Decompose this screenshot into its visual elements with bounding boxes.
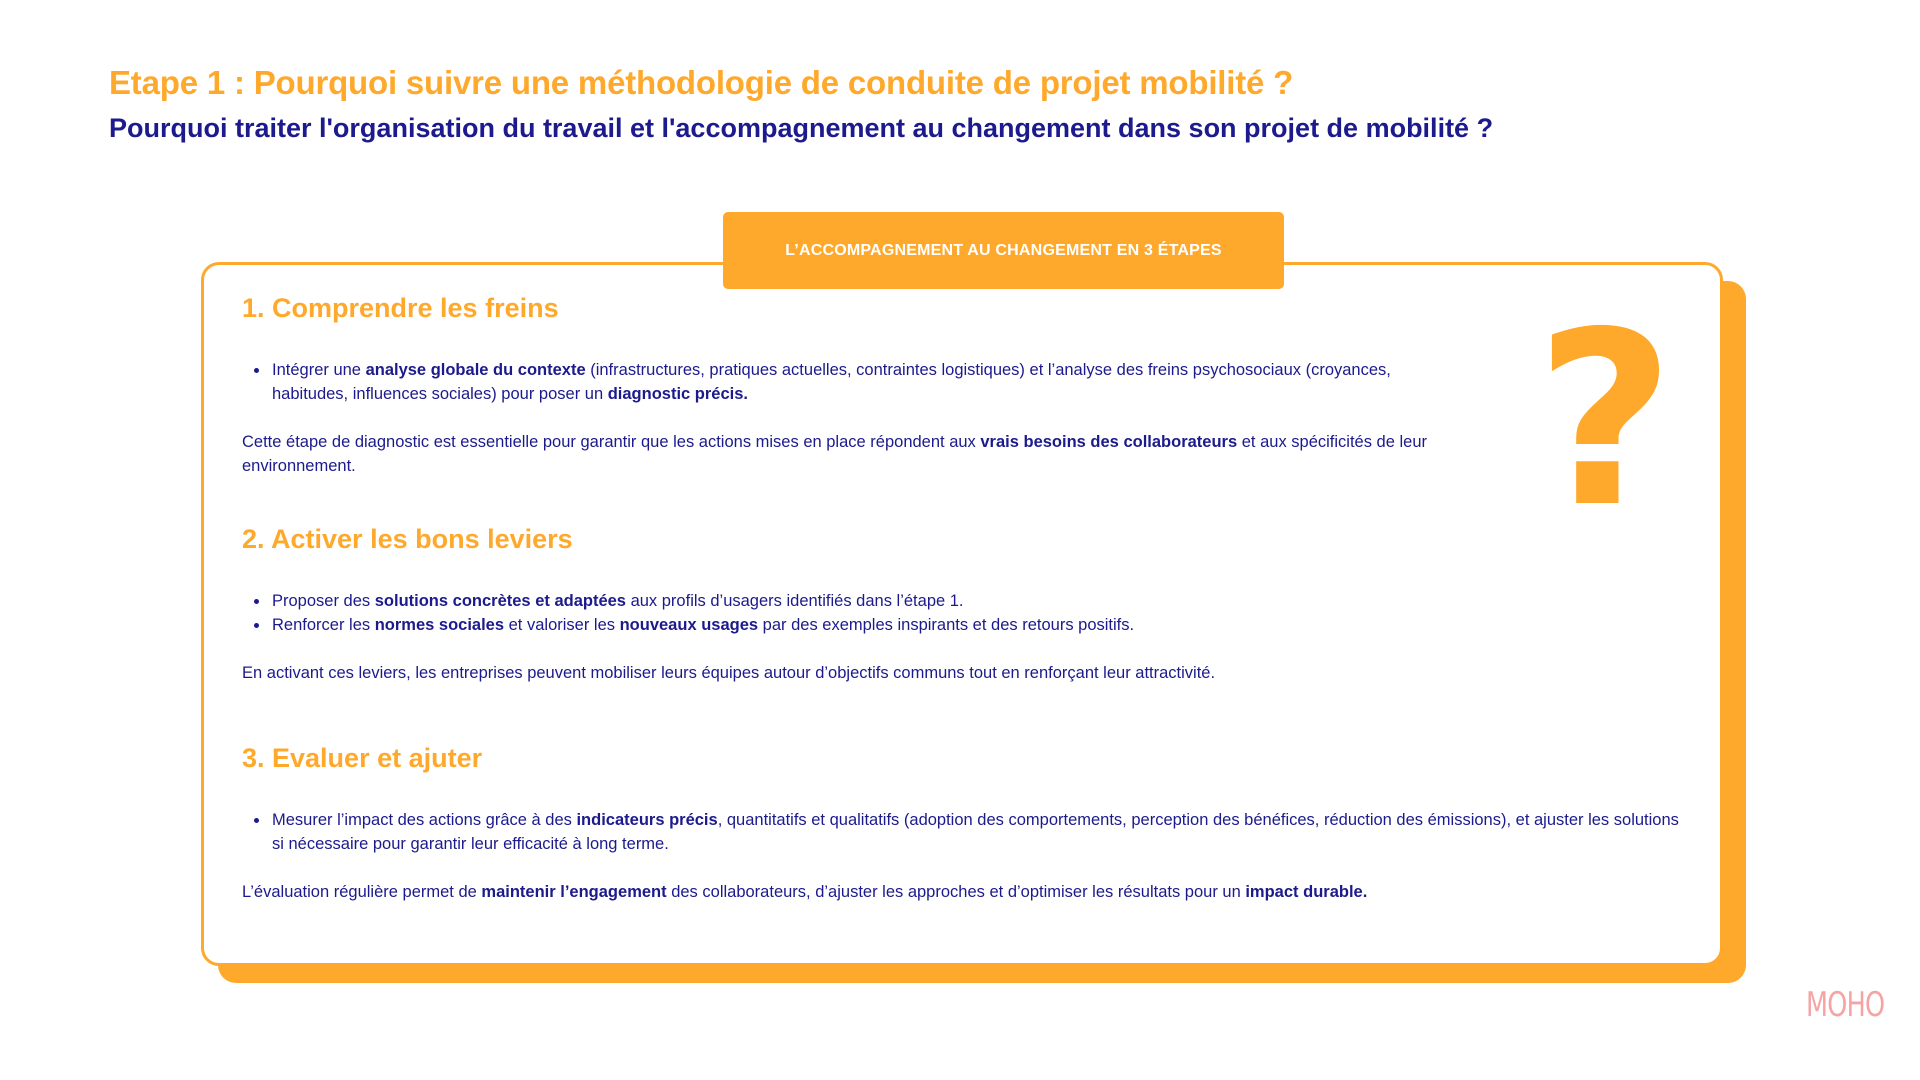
text: En activant ces leviers, les entreprises peuvent mobiliser leurs équipes autour d’objectifs communs tout en renforçant leur attractivité. xyxy=(242,664,1216,683)
text: (infrastructures, pratiques actuelles, contraintes logistiques) et l’analyse des freins psychosociaux (croyances, habitudes, influences sociales) pour poser un xyxy=(272,361,1391,404)
text: Renforcer les xyxy=(272,616,375,635)
bold-text: diagnostic précis. xyxy=(607,385,749,404)
text: des collaborateurs, d’ajuster les approches et d’optimiser les résultats pour un xyxy=(666,883,1246,902)
section-heading: 1. Comprendre les freins xyxy=(242,293,559,323)
section-evaluer xyxy=(242,742,1682,904)
text: Intégrer une xyxy=(272,361,366,380)
section-heading: 2. Activer les bons leviers xyxy=(242,524,573,554)
page-subtitle: Pourquoi traiter l'organisation du travail et l'accompagnement au changement dans son projet de mobilité ? xyxy=(109,113,1494,143)
bold-text: analyse globale du contexte xyxy=(365,361,586,380)
moho-logo: MOHO xyxy=(1806,985,1885,1025)
text: par des exemples inspirants et des retours positifs. xyxy=(758,616,1135,635)
card-banner-label: L’ACCOMPAGNEMENT AU CHANGEMENT EN 3 ÉTAPES xyxy=(785,241,1222,259)
text: aux profils d’usagers identifiés dans l’étape 1. xyxy=(625,592,964,611)
text: Mesurer l’impact des actions grâce à des xyxy=(272,811,577,830)
bold-text: impact durable. xyxy=(1245,883,1368,902)
bold-text: normes sociales xyxy=(374,616,505,635)
bullet-list xyxy=(242,589,1642,637)
text: et aux spécificités de leur environnement. xyxy=(242,433,1428,476)
bold-text: maintenir l’engagement xyxy=(481,883,667,902)
text: Proposer des xyxy=(272,592,375,611)
card-banner xyxy=(723,212,1284,289)
bold-text: vrais besoins des collaborateurs xyxy=(980,433,1238,452)
question-mark-icon: ? xyxy=(1535,280,1675,560)
section-heading: 3. Evaluer et ajuter xyxy=(242,743,483,773)
section-paragraph xyxy=(242,430,1432,478)
section-paragraph xyxy=(242,880,1682,904)
text: , quantitatifs et qualitatifs (adoption des comportements, perception des bénéfices, réduction des émissions), et ajuster les solutions si nécessaire pour garantir leur efficacité à long terme. xyxy=(272,811,1679,854)
text: Cette étape de diagnostic est essentielle pour garantir que les actions mises en place répondent aux xyxy=(242,433,981,452)
bold-text: nouveaux usages xyxy=(619,616,759,635)
list-item xyxy=(242,613,1642,637)
bold-text: indicateurs précis xyxy=(576,811,718,830)
text: L’évaluation régulière permet de xyxy=(242,883,482,902)
section-activer xyxy=(242,523,1642,685)
bold-text: solutions concrètes et adaptées xyxy=(374,592,626,611)
bullet-list xyxy=(242,358,1432,406)
bullet-list xyxy=(242,808,1682,856)
list-item xyxy=(242,808,1682,856)
page-title: Etape 1 : Pourquoi suivre une méthodologie de conduite de projet mobilité ? xyxy=(109,64,1294,101)
section-comprendre xyxy=(242,292,1432,478)
text: et valoriser les xyxy=(504,616,620,635)
list-item xyxy=(242,358,1432,406)
list-item xyxy=(242,589,1642,613)
section-paragraph xyxy=(242,661,1642,685)
